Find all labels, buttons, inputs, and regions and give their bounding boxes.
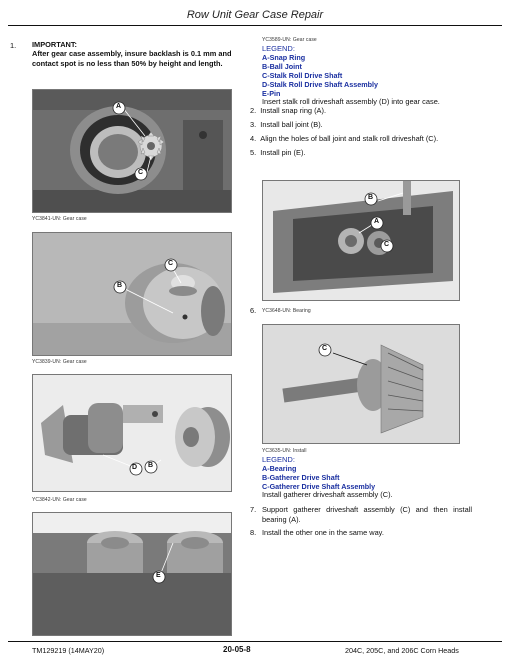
step-row <box>250 106 480 116</box>
step-number: 8. <box>250 528 257 537</box>
legend-item: C-Gatherer Drive Shaft Assembly <box>262 482 376 491</box>
legend-instruction-2: Install gatherer driveshaft assembly (C). <box>262 490 393 499</box>
callout-e: E <box>156 572 161 579</box>
callout-c: C <box>168 260 174 267</box>
callout-c: C <box>322 345 328 352</box>
step-number: 2. <box>250 106 257 115</box>
figure-gear-case-2 <box>32 232 232 356</box>
figure-caption-1: YC3841-UN: Gear case <box>32 216 87 222</box>
figure-install <box>262 324 460 444</box>
figure-gear-case-4 <box>32 512 232 636</box>
figure-gear-case-1 <box>32 89 232 213</box>
legend-item: D-Stalk Roll Drive Shaft Assembly <box>262 80 378 89</box>
callout-a: A <box>374 218 380 225</box>
figure-caption-5: YC3648-UN: Bearing <box>262 308 311 314</box>
callout-c: C <box>138 169 144 176</box>
footer-page-number: 20-05-8 <box>223 645 251 654</box>
important-heading: IMPORTANT: <box>32 40 78 49</box>
step-text: Install pin (E). <box>260 148 306 157</box>
step-number: 3. <box>250 120 257 129</box>
step-row <box>250 505 472 525</box>
step-6-number: 6. <box>250 306 257 315</box>
figure-caption-6: YC3635-UN: Install <box>262 448 307 454</box>
legend-item: C-Stalk Roll Drive Shaft <box>262 71 343 80</box>
legend-list-1 <box>262 53 378 98</box>
legend-item: A-Snap Ring <box>262 53 306 62</box>
legend-title-2: LEGEND: <box>262 455 295 464</box>
callout-b: B <box>368 194 374 201</box>
legend-item: B-Ball Joint <box>262 62 302 71</box>
step-number: 7. <box>250 505 257 514</box>
legend-item: A-Bearing <box>262 464 297 473</box>
step-row <box>250 120 480 130</box>
step-number: 5. <box>250 148 257 157</box>
figure-caption-2: YC3839-UN: Gear case <box>32 359 87 365</box>
footer-doc-id: TM129219 (14MAY20) <box>32 646 105 655</box>
callout-b: B <box>117 282 123 289</box>
legend-instruction-1: Insert stalk roll driveshaft assembly (D) into gear case. <box>262 97 440 106</box>
step-text: Install ball joint (B). <box>260 120 323 129</box>
footer-rule <box>8 641 502 642</box>
step-row <box>250 148 480 158</box>
steps-list-1 <box>250 106 480 158</box>
legend-caption-1: YC3589-UN: Gear case <box>262 37 317 43</box>
legend-item: B-Gatherer Drive Shaft <box>262 473 340 482</box>
figure-bearing <box>262 180 460 301</box>
step-text: Install snap ring (A). <box>260 106 327 115</box>
step-text: Align the holes of ball joint and stalk roll driveshaft (C). <box>260 134 439 143</box>
legend-list-2 <box>262 464 375 491</box>
page-title: Row Unit Gear Case Repair <box>186 9 324 21</box>
header-rule <box>8 25 502 26</box>
legend-item: E-Pin <box>262 89 281 98</box>
figure-gear-case-3 <box>32 374 232 492</box>
callout-a: A <box>116 103 122 110</box>
figure-caption-3: YC3842-UN: Gear case <box>32 497 87 503</box>
callout-b: B <box>148 462 154 469</box>
step-text: Install the other one in the same way. <box>262 528 384 537</box>
step-row <box>250 528 472 538</box>
important-text: After gear case assembly, insure backlash is 0.1 mm and contact spot is no less than 50% by height and length. <box>32 49 232 68</box>
important-number: 1. <box>10 41 17 50</box>
step-text: Support gatherer driveshaft assembly (C) and then install bearing (A). <box>262 505 472 524</box>
footer-product: 204C, 205C, and 206C Corn Heads <box>345 646 459 655</box>
steps-list-2 <box>250 505 472 538</box>
legend-title-1: LEGEND: <box>262 44 295 53</box>
step-row <box>250 134 480 144</box>
callout-c: C <box>384 241 390 248</box>
step-number: 4. <box>250 134 257 143</box>
callout-d: D <box>132 464 138 471</box>
